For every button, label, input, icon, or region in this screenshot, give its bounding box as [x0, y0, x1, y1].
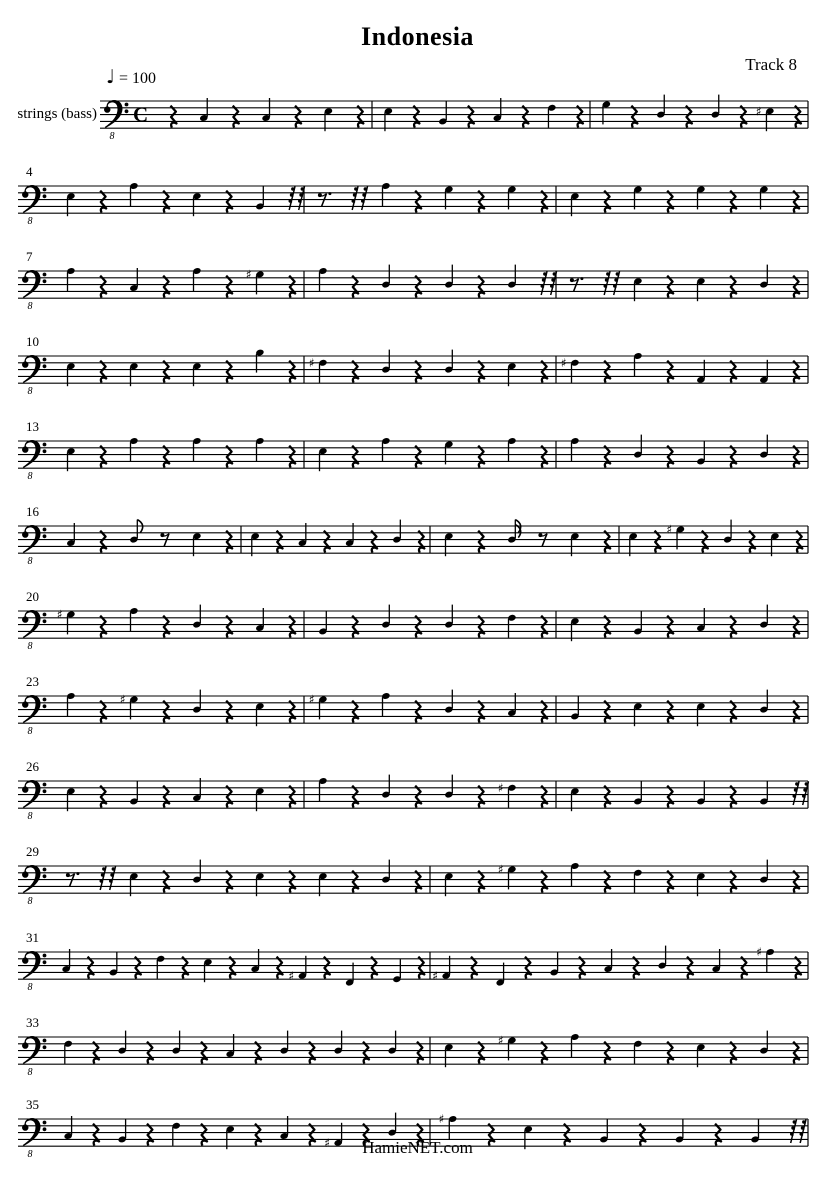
octave-mark: 8	[27, 386, 33, 398]
measure-number: 23	[26, 674, 39, 689]
svg-text:♯: ♯	[497, 862, 504, 877]
octave-mark: 8	[27, 641, 33, 653]
bass-clef-icon	[22, 525, 46, 553]
bass-clef-icon	[104, 100, 128, 128]
svg-text:♯: ♯	[324, 1136, 331, 1150]
svg-text:♯: ♯	[497, 781, 504, 795]
svg-text:♯: ♯	[438, 1112, 445, 1127]
svg-text:♯: ♯	[497, 1033, 504, 1048]
measure-number: 4	[26, 164, 33, 179]
octave-mark: 8	[27, 556, 33, 568]
svg-text:♯: ♯	[119, 692, 126, 707]
svg-text:♯: ♯	[432, 969, 439, 983]
svg-text:♯: ♯	[56, 607, 63, 622]
tempo-value: = 100	[118, 70, 156, 87]
octave-mark: 8	[27, 726, 33, 738]
octave-mark: 8	[27, 1149, 33, 1161]
staff-system	[0, 1085, 835, 1189]
measure-number: 33	[26, 1015, 39, 1030]
svg-text:♯: ♯	[308, 692, 315, 707]
svg-text:♯: ♯	[755, 104, 762, 119]
bass-clef-icon	[22, 951, 46, 979]
bass-clef-icon	[22, 695, 46, 723]
measure-number: 16	[26, 504, 39, 519]
bass-clef-icon	[22, 440, 46, 468]
measure-number: 31	[26, 930, 39, 945]
svg-text:♯: ♯	[560, 356, 567, 370]
track-label: Track 8	[745, 55, 797, 74]
octave-mark: 8	[109, 131, 115, 143]
svg-text:♯: ♯	[308, 356, 315, 370]
bass-clef-icon	[22, 1036, 46, 1064]
octave-mark: 8	[27, 811, 33, 823]
svg-text:♯: ♯	[756, 945, 763, 960]
measure-number: 10	[26, 334, 39, 349]
svg-text:♯: ♯	[666, 522, 673, 537]
svg-text:♯: ♯	[288, 969, 295, 983]
footer-link[interactable]: HamieNET.com	[362, 1138, 473, 1157]
measure-number: 20	[26, 589, 39, 604]
instrument-label: strings (bass)	[17, 106, 97, 122]
bass-clef-icon	[22, 865, 46, 893]
octave-mark: 8	[27, 471, 33, 483]
time-signature: C	[133, 102, 149, 127]
bass-clef-icon	[22, 780, 46, 808]
bass-clef-icon	[22, 610, 46, 638]
quarter-note-icon: ♩	[106, 66, 115, 88]
measure-number: 13	[26, 419, 39, 434]
measure-number: 29	[26, 844, 39, 859]
octave-mark: 8	[27, 216, 33, 228]
measure-number: 35	[26, 1097, 39, 1112]
octave-mark: 8	[27, 896, 33, 908]
bass-clef-icon	[22, 185, 46, 213]
measure-number: 7	[26, 249, 33, 264]
octave-mark: 8	[27, 982, 33, 994]
bass-clef-icon	[22, 270, 46, 298]
measure-number: 26	[26, 759, 39, 774]
bass-clef-icon	[22, 355, 46, 383]
octave-mark: 8	[27, 301, 33, 313]
octave-mark: 8	[27, 1067, 33, 1079]
score-title: Indonesia	[361, 22, 474, 51]
svg-text:♯: ♯	[245, 267, 252, 282]
